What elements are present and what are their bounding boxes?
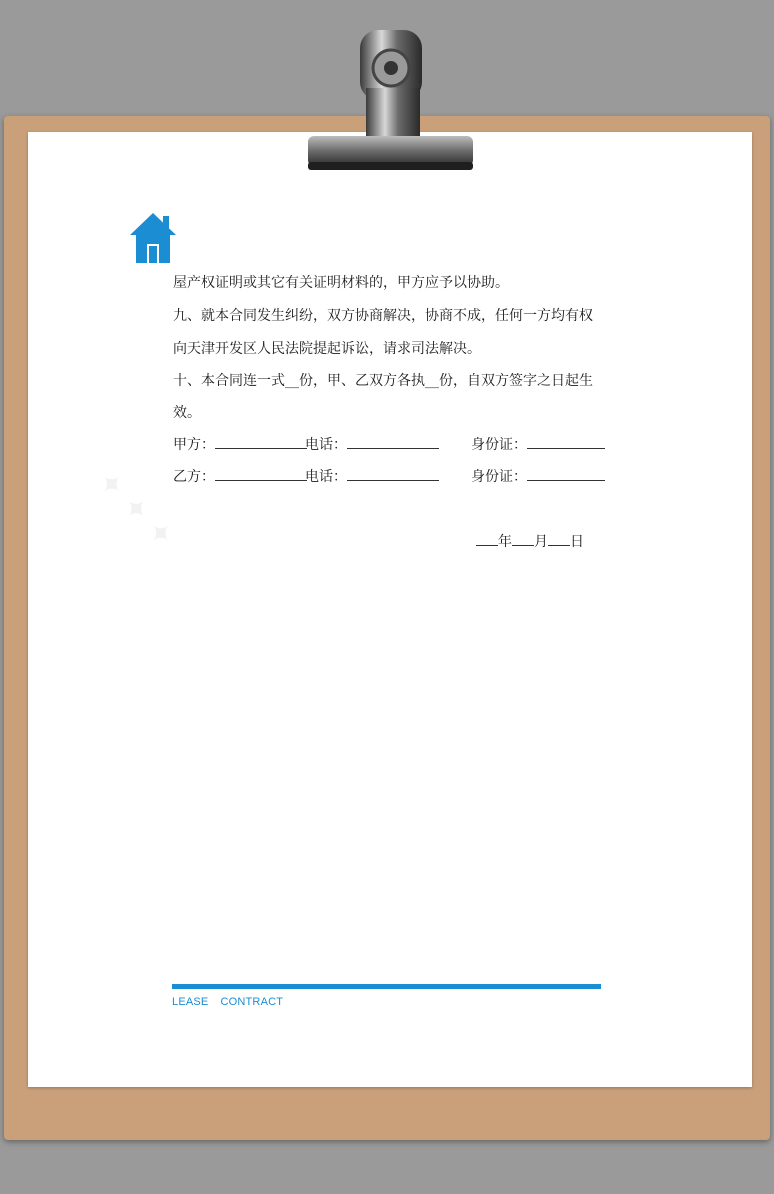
party-b-label: 乙方： (173, 469, 215, 485)
phone-label: 电话： (305, 437, 347, 453)
party-b-id-blank[interactable] (527, 466, 605, 481)
day-label: 日 (570, 534, 584, 550)
party-a-blank[interactable] (215, 434, 307, 449)
party-a-phone-blank[interactable] (347, 434, 439, 449)
footer-caption (172, 996, 283, 1008)
footer-rule (172, 984, 601, 989)
month-label: 月 (534, 534, 548, 550)
paragraph: 向天津开发区人民法院提起诉讼，请求司法解决。 (173, 341, 481, 357)
id-label: 身份证： (471, 437, 527, 453)
id-label: 身份证： (471, 469, 527, 485)
paragraph: 十、本合同连一式__份，甲、乙双方各执__份，自双方签字之日起生 (173, 373, 593, 389)
binder-clip-icon (300, 26, 475, 176)
phone-label: 电话： (305, 469, 347, 485)
month-blank[interactable] (512, 531, 534, 546)
house-icon (130, 213, 176, 263)
party-b-blank[interactable] (215, 466, 307, 481)
paragraph: 屋产权证明或其它有关证明材料的，甲方应予以协助。 (173, 275, 509, 291)
year-label: 年 (498, 534, 512, 550)
party-a-field (173, 434, 307, 454)
paragraph: 效。 (173, 405, 201, 421)
party-b-phone-blank[interactable] (347, 466, 439, 481)
party-a-id-blank[interactable] (527, 434, 605, 449)
watermark: ✦ ✦ ✦ (89, 463, 182, 556)
day-blank[interactable] (548, 531, 570, 546)
party-a-phone-field (305, 434, 439, 454)
party-b-field (173, 466, 307, 486)
party-b-id-field (471, 466, 605, 486)
party-a-label: 甲方： (173, 437, 215, 453)
year-blank[interactable] (476, 531, 498, 546)
paragraph: 九、就本合同发生纠纷，双方协商解决，协商不成，任何一方均有权 (173, 308, 593, 324)
footer-word-lease: LEASE (172, 996, 209, 1008)
date-line (476, 531, 584, 551)
footer-word-contract: CONTRACT (220, 996, 284, 1008)
party-b-phone-field (305, 466, 439, 486)
party-a-id-field (471, 434, 605, 454)
